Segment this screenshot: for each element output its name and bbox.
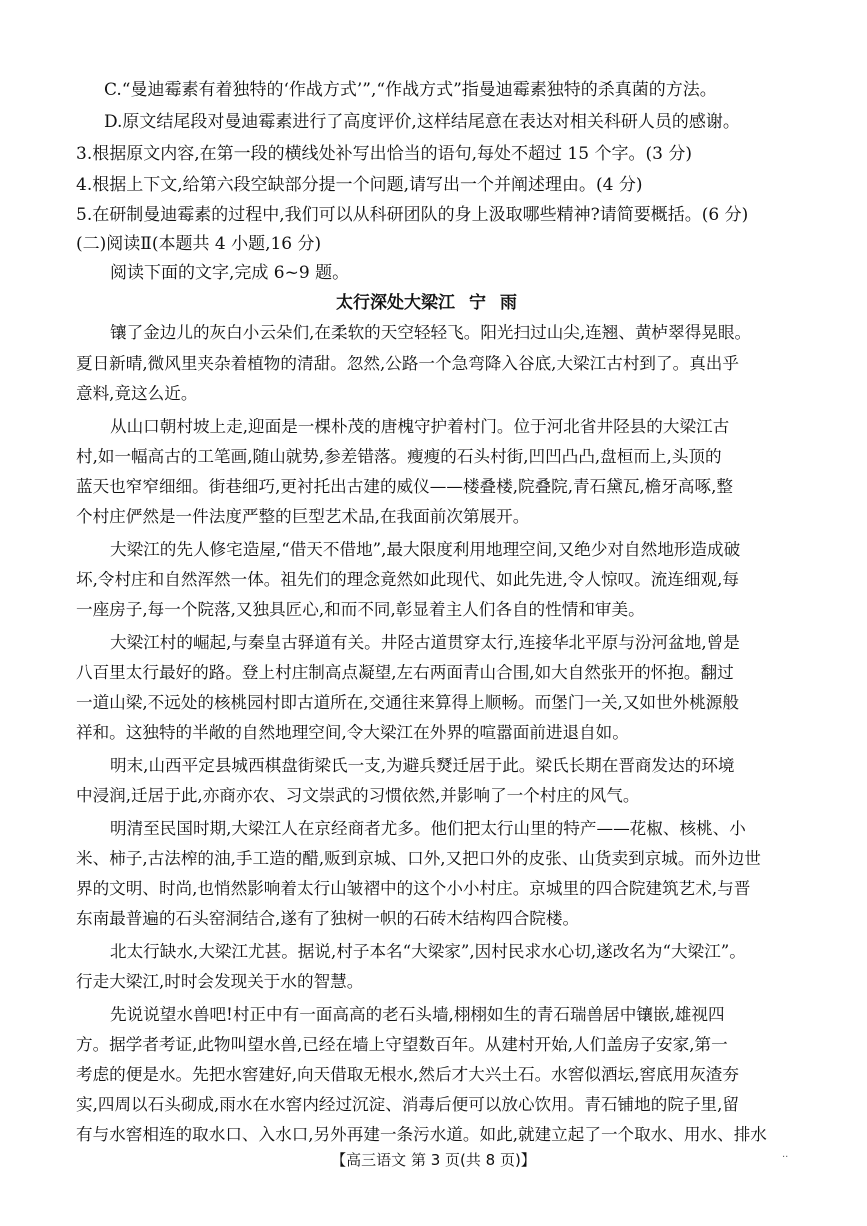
option-d: D.原文结尾段对曼迪霉素进行了高度评价,这样结尾意在表达对相关科研人员的感谢。 — [104, 112, 740, 132]
question-4: 4.根据上下文,给第六段空缺部分提一个问题,请写出一个并阐述理由。(4 分) — [76, 175, 643, 195]
article-line: 一道山梁,不远处的核桃园村即古道所在,交通往来算得上顺畅。而堡门一关,又如世外桃源般 — [76, 693, 739, 712]
article-line: 米、柿子,古法榨的油,手工造的醋,贩到京城、口外,又把口外的皮张、山货卖到京城。而外边世 — [76, 849, 761, 868]
article-line: 镶了金边儿的灰白小云朵们,在柔软的天空轻轻飞。阳光扫过山尖,连翘、黄栌翠得晃眼。 — [110, 323, 752, 342]
article-line: 有与水窖相连的取水口、入水口,另外再建一条污水道。如此,就建立起了一个取水、用水、排水 — [76, 1125, 767, 1144]
question-3: 3.根据原文内容,在第一段的横线处补写出恰当的语句,每处不超过 15 个字。(3 分) — [76, 144, 692, 164]
article-line: 东南最普遍的石头窑洞结合,遂有了独树一帜的石砖木结构四合院楼。 — [76, 909, 580, 928]
article-title: 太行深处大梁江 — [336, 293, 455, 313]
article-line: 坏,令村庄和自然浑然一体。祖先们的理念竟然如此现代、如此先进,令人惊叹。流连细观,每 — [76, 570, 739, 589]
article-line: 考虑的便是水。先把水窖建好,向天借取无根水,然后才大兴土石。水窖似酒坛,窖底用灰渣夯 — [76, 1065, 739, 1084]
article-line: 蓝天也窄窄细细。街巷细巧,更衬托出古建的威仪——楼叠楼,院叠院,青石黛瓦,檐牙高啄,整 — [76, 477, 733, 496]
article-line: 八百里太行最好的路。登上村庄制高点凝望,左右两面青山合围,如大自然张开的怀抱。翻过 — [76, 663, 734, 682]
article-line: 祥和。这独特的半敞的自然地理空间,令大梁江在外界的喧嚣面前进退自如。 — [76, 723, 629, 742]
article-line: 村,如一幅高古的工笔画,随山就势,参差错落。瘦瘦的石头村街,凹凹凸凸,盘桓而上,头顶的 — [76, 447, 722, 466]
article-line: 先说说望水兽吧!村正中有一面高高的老石头墙,栩栩如生的青石瑞兽居中镶嵌,雄视四 — [110, 1005, 725, 1024]
article-author: 宁雨 — [469, 293, 531, 313]
article-line: 从山口朝村坡上走,迎面是一棵朴茂的唐槐守护着村门。位于河北省井陉县的大梁江古 — [110, 417, 730, 436]
article-heading — [0, 292, 867, 314]
article-line: 夏日新晴,微风里夹杂着植物的清甜。忽然,公路一个急弯降入谷底,大梁江古村到了。真出乎 — [76, 354, 739, 373]
article-line: 一座房子,每一个院落,又独具匠心,和而不同,彰显着主人们各自的性情和审美。 — [76, 600, 645, 619]
article-line: 行走大梁江,时时会发现关于水的智慧。 — [76, 972, 364, 991]
section-heading: (二)阅读Ⅱ(本题共 4 小题,16 分) — [76, 234, 322, 254]
article-line: 中浸润,迁居于此,亦商亦农、习文崇武的习惯依然,并影响了一个村庄的风气。 — [76, 786, 640, 805]
article-line: 界的文明、时尚,也悄然影响着太行山皱褶中的这个小小村庄。京城里的四合院建筑艺术,与晋 — [76, 879, 751, 898]
page-footer: 【高三语文 第 3 页(共 8 页)】 — [331, 1151, 536, 1169]
article-line: 北太行缺水,大梁江尤甚。据说,村子本名“大梁家”,因村民求水心切,遂改名为“大梁江”。 — [110, 942, 746, 961]
article-line: 大梁江的先人修宅造屋,“借天不借地”,最大限度利用地理空间,又绝少对自然地形造成破 — [110, 540, 741, 559]
article-line: 明末,山西平定县城西棋盘街梁氏一支,为避兵燹迁居于此。梁氏长期在晋商发达的环境 — [110, 756, 735, 775]
reading-instruction: 阅读下面的文字,完成 6~9 题。 — [110, 263, 350, 283]
question-5: 5.在研制曼迪霉素的过程中,我们可以从科研团队的身上汲取哪些精神?请简要概括。(6 分) — [76, 205, 749, 225]
option-c: C.“曼迪霉素有着独特的‘作战方式’”,“作战方式”指曼迪霉素独特的杀真菌的方法。 — [104, 80, 717, 100]
article-line: 明清至民国时期,大梁江人在京经商者尤多。他们把太行山里的特产——花椒、核桃、小 — [110, 819, 746, 838]
article-line: 大梁江村的崛起,与秦皇古驿道有关。井陉古道贯穿太行,连接华北平原与汾河盆地,曾是 — [110, 633, 740, 652]
corner-mark: ·· — [782, 1152, 789, 1163]
article-line: 方。据学者考证,此物叫望水兽,已经在墙上守望数百年。从建村开始,人们盖房子安家,第一 — [76, 1035, 728, 1054]
article-line: 意料,竟这么近。 — [76, 384, 198, 403]
article-line: 个村庄俨然是一件法度严整的巨型艺术品,在我面前次第展开。 — [76, 507, 530, 526]
article-line: 实,四周以石头砌成,雨水在水窖内经过沉淀、消毒后便可以放心饮用。青石铺地的院子里,留 — [76, 1095, 739, 1114]
